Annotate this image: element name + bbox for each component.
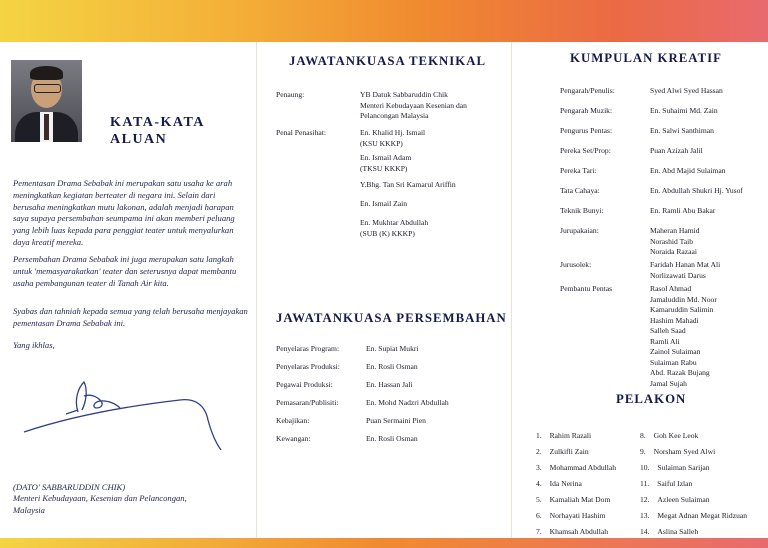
cast-item: 8. Goh Kee Leok [640,431,699,440]
cast-item: 10. Sulaiman Sarijan [640,463,710,472]
cast-item: 7. Khamsah Abdullah [536,527,609,536]
signatory-name: (DATO' SABBARUDDIN CHIK) [13,482,126,492]
cast-title: PELAKON [616,392,687,406]
technical-committee-title: JAWATANKUASA TEKNIKAL [289,54,486,68]
cast-item: 3. Mohammad Abdullah [536,463,617,472]
fold-line [256,42,257,538]
cast-item: 11. Saiful Izlan [640,479,693,488]
welcome-panel [0,42,256,538]
welcome-paragraph: Pementasan Drama Sebabak ini merupakan satu usaha ke arah meningkatkan kegiatan berteater di negara ini. Selain dari berusaha meningkatkan mutu lakonan, adalah menjadi harapan saya supaya persembahan seumpama ini akan memberi peluang yang lebih luas kepada para penggiat teater untuk menyalurkan daya kreatif mereka. [13,178,235,247]
cast-item: 13. Megat Adnan Megat Ridzuan [640,511,748,520]
top-color-band [0,0,768,42]
cast-item: 5. Kamaliah Mat Dom [536,495,611,504]
cast-item: 4. Ida Nerina [536,479,582,488]
cast-item: 1. Rahim Razali [536,431,592,440]
signature-drawing [20,360,230,450]
minister-portrait [11,60,82,142]
cast-item: 12. Azleen Sulaiman [640,495,710,504]
cast-item: 6. Norhayati Hashim [536,511,606,520]
cast-item: 14. Aslina Salleh [640,527,699,536]
performance-committee-title: JAWATANKUASA PERSEMBAHAN [276,311,507,325]
welcome-heading: KATA-KATA ALUAN [110,115,205,147]
committee-panel: JAWATANKUASA TEKNIKAL Penaung: YB Datuk Sabbaruddin Chik Menteri Kebudayaan Kesenian dan Pelancongan Malaysia Penal Penasihat: En. Khalid Hj. Ismail (KSU KKKP) En. Ismail Adam (TKSU KKKP) Y.Bhg. Tan Sri Kamarul Ariffin En. Ismail Zain En. Mukhtar Abdullah (SUB (K) KKKP) JAWATANKUASA PERSEMBAHAN Penyelaras Program: En. Supiat Mukri Penyelaras Produksi: En. Rosli Osman Pegawai Produksi: En. Hassan Jali Pemasaran/Publisiti: En. Mohd Nadzri Abdullah Kebajikan: Puan Sermaini Pien Kewangan: En. Rosli Osman [276,54,507,443]
cast-item: 2. Zulkifli Zain [536,447,589,456]
bottom-color-band [0,538,768,548]
closing-line: Yang ikhlas, [13,340,55,350]
creative-panel: KUMPULAN KREATIF Pengarah/Penulis: Syed Alwi Syed Hassan Pengarah Muzik: En. Suhaimi Md. Zain Pengurus Pentas: En. Salwi Santhiman Pereka Set/Prop: Puan Azizah Jalil Pereka Tari: En. Abd Majid Sulaiman Tata Cahaya: En. Abdullah Shukri Hj. Yusof Teknik Bunyi: En. Ramli Abu Bakar Jurupakaian: Maheran Hamid Norashid Taib Noraida Razaai Jurusolek: Faridah Hanan Mat Ali Norlizawati Darus Pembantu Pentas Rasol Ahmad Jamaluddin Md. Noor Kamaruddin Salimin Hashim Mahadi Salleh Saad Ramli Ali Zainol Sulaiman Sulaiman Rabu Abd. Razak Bujang Jamal Sujah PELAKON 1. Rahim Razali 2. Zulkifli Zain 3. Mohammad Abdullah 4. Ida Nerina 5. Kamaliah Mat Dom 6. Norhayati Hashim 7. Khamsah Abdullah 8. Goh Kee Leok 9. Norsham Syed Alwi 10. Sulaiman Sarijan 11. Saiful Izlan 12. Azleen Sulaiman 13. Megat Adnan Megat Ridzuan 14. Aslina Salleh [536,51,748,536]
creative-team-title: KUMPULAN KREATIF [570,51,722,65]
welcome-paragraph: Syabas dan tahniah kepada semua yang telah berusaha menjayakan pementasan Drama Sebabak ini. [13,306,248,328]
cast-item: 9. Norsham Syed Alwi [640,447,716,456]
signatory-block: (DATO' SABBARUDDIN CHIK) Menteri Kebudayaan, Kesenian dan Pelancongan, Malaysia [13,482,249,516]
welcome-paragraph: Persembahan Drama Sebabak ini juga merupakan satu langkah untuk 'memasyarakatkan' teater dan seterusnya dapat membantu usaha pembangunan teater di Tanah Air kita. [13,254,237,288]
